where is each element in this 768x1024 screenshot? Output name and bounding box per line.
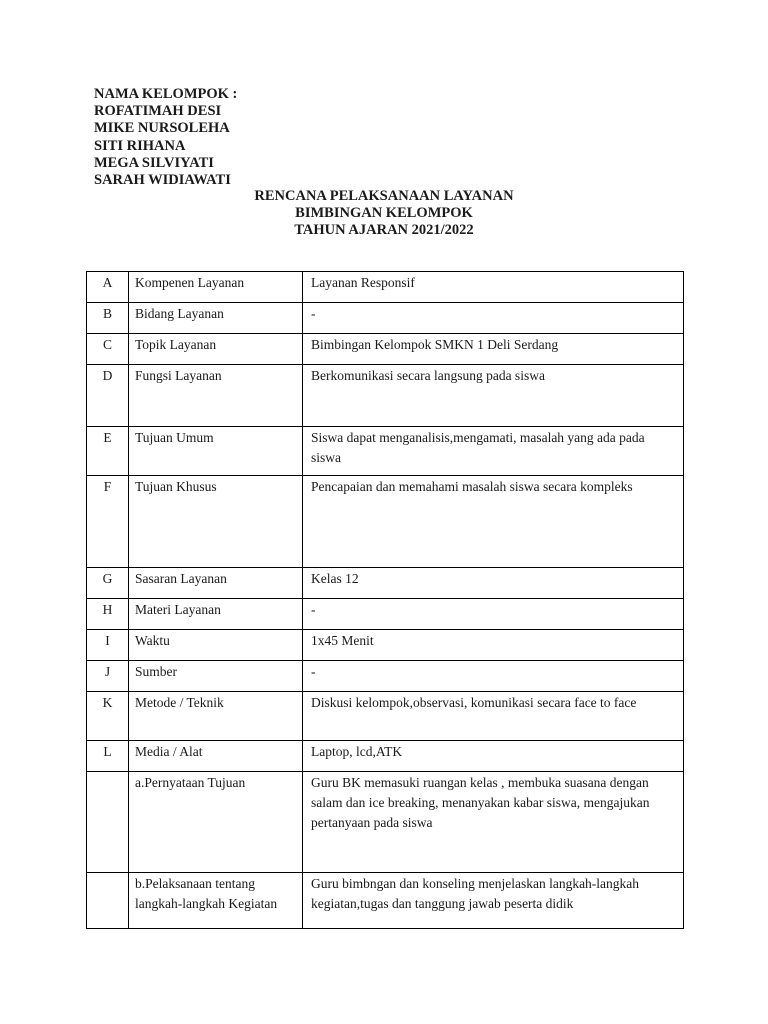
- table-row: [87, 272, 684, 303]
- title-line: RENCANA PELAKSANAAN LAYANAN: [254, 188, 514, 204]
- row-value: Berkomunikasi secara langsung pada siswa: [303, 365, 684, 427]
- title-line: TAHUN AJARAN 2021/2022: [294, 222, 474, 239]
- row-value: Layanan Responsif: [303, 272, 684, 303]
- group-member: ROFATIMAH DESI: [94, 103, 222, 120]
- row-code: F: [87, 476, 129, 568]
- table-row: [87, 661, 684, 692]
- row-value: -: [303, 303, 684, 334]
- row-label: Kompenen Layanan: [129, 272, 303, 303]
- group-member: MIKE NURSOLEHA: [94, 120, 230, 137]
- table-row: [87, 303, 684, 334]
- row-value: Diskusi kelompok,observasi, komunikasi secara face to face: [303, 692, 684, 741]
- row-code: H: [87, 599, 129, 630]
- row-label: b.Pelaksanaan tentang langkah-langkah Kegiatan: [129, 873, 303, 929]
- table-row: [87, 741, 684, 772]
- row-label: a.Pernyataan Tujuan: [129, 772, 303, 873]
- table-row: [87, 568, 684, 599]
- row-label: Sasaran Layanan: [129, 568, 303, 599]
- row-code: K: [87, 692, 129, 741]
- row-value: Guru BK memasuki ruangan kelas , membuka suasana dengan salam dan ice breaking, menanyakan kabar siswa, mengajukan pertanyaan pada siswa: [303, 772, 684, 873]
- table-row: [87, 873, 684, 929]
- group-member: SITI RIHANA: [94, 137, 186, 154]
- row-code: D: [87, 365, 129, 427]
- table-row: [87, 427, 684, 476]
- row-label: Waktu: [129, 630, 303, 661]
- table-row: [87, 692, 684, 741]
- row-value: Kelas 12: [303, 568, 684, 599]
- row-value: Bimbingan Kelompok SMKN 1 Deli Serdang: [303, 334, 684, 365]
- title-line: BIMBINGAN KELOMPOK: [295, 205, 473, 222]
- row-code: L: [87, 741, 129, 772]
- row-value: -: [303, 599, 684, 630]
- group-heading: NAMA KELOMPOK :: [94, 86, 238, 102]
- row-label: Topik Layanan: [129, 334, 303, 365]
- row-label: Tujuan Khusus: [129, 476, 303, 568]
- row-label: Materi Layanan: [129, 599, 303, 630]
- row-value: Guru bimbngan dan konseling menjelaskan langkah-langkah kegiatan,tugas dan tanggung jawab peserta didik: [303, 873, 684, 929]
- row-label: Sumber: [129, 661, 303, 692]
- row-label: Bidang Layanan: [129, 303, 303, 334]
- row-code: B: [87, 303, 129, 334]
- row-label: Metode / Teknik: [129, 692, 303, 741]
- row-code: G: [87, 568, 129, 599]
- row-code: J: [87, 661, 129, 692]
- group-member: SARAH WIDIAWATI: [94, 172, 231, 189]
- group-members-block: [94, 86, 237, 189]
- table-row: [87, 476, 684, 568]
- row-code: [87, 873, 129, 929]
- group-member: MEGA SILVIYATI: [94, 154, 214, 171]
- row-value: Laptop, lcd,ATK: [303, 741, 684, 772]
- table-row: [87, 365, 684, 427]
- table-row: [87, 599, 684, 630]
- row-code: I: [87, 630, 129, 661]
- row-code: E: [87, 427, 129, 476]
- row-code: A: [87, 272, 129, 303]
- row-code: [87, 772, 129, 873]
- service-plan-table: [86, 271, 684, 929]
- table-row: [87, 334, 684, 365]
- row-label: Tujuan Umum: [129, 427, 303, 476]
- table-row: [87, 772, 684, 873]
- row-code: C: [87, 334, 129, 365]
- row-label: Media / Alat: [129, 741, 303, 772]
- row-value: Pencapaian dan memahami masalah siswa secara kompleks: [303, 476, 684, 568]
- row-label: Fungsi Layanan: [129, 365, 303, 427]
- row-value: Siswa dapat menganalisis,mengamati, masalah yang ada pada siswa: [303, 427, 684, 476]
- table-row: [87, 630, 684, 661]
- document-title: [0, 188, 768, 240]
- row-value: 1x45 Menit: [303, 630, 684, 661]
- row-value: -: [303, 661, 684, 692]
